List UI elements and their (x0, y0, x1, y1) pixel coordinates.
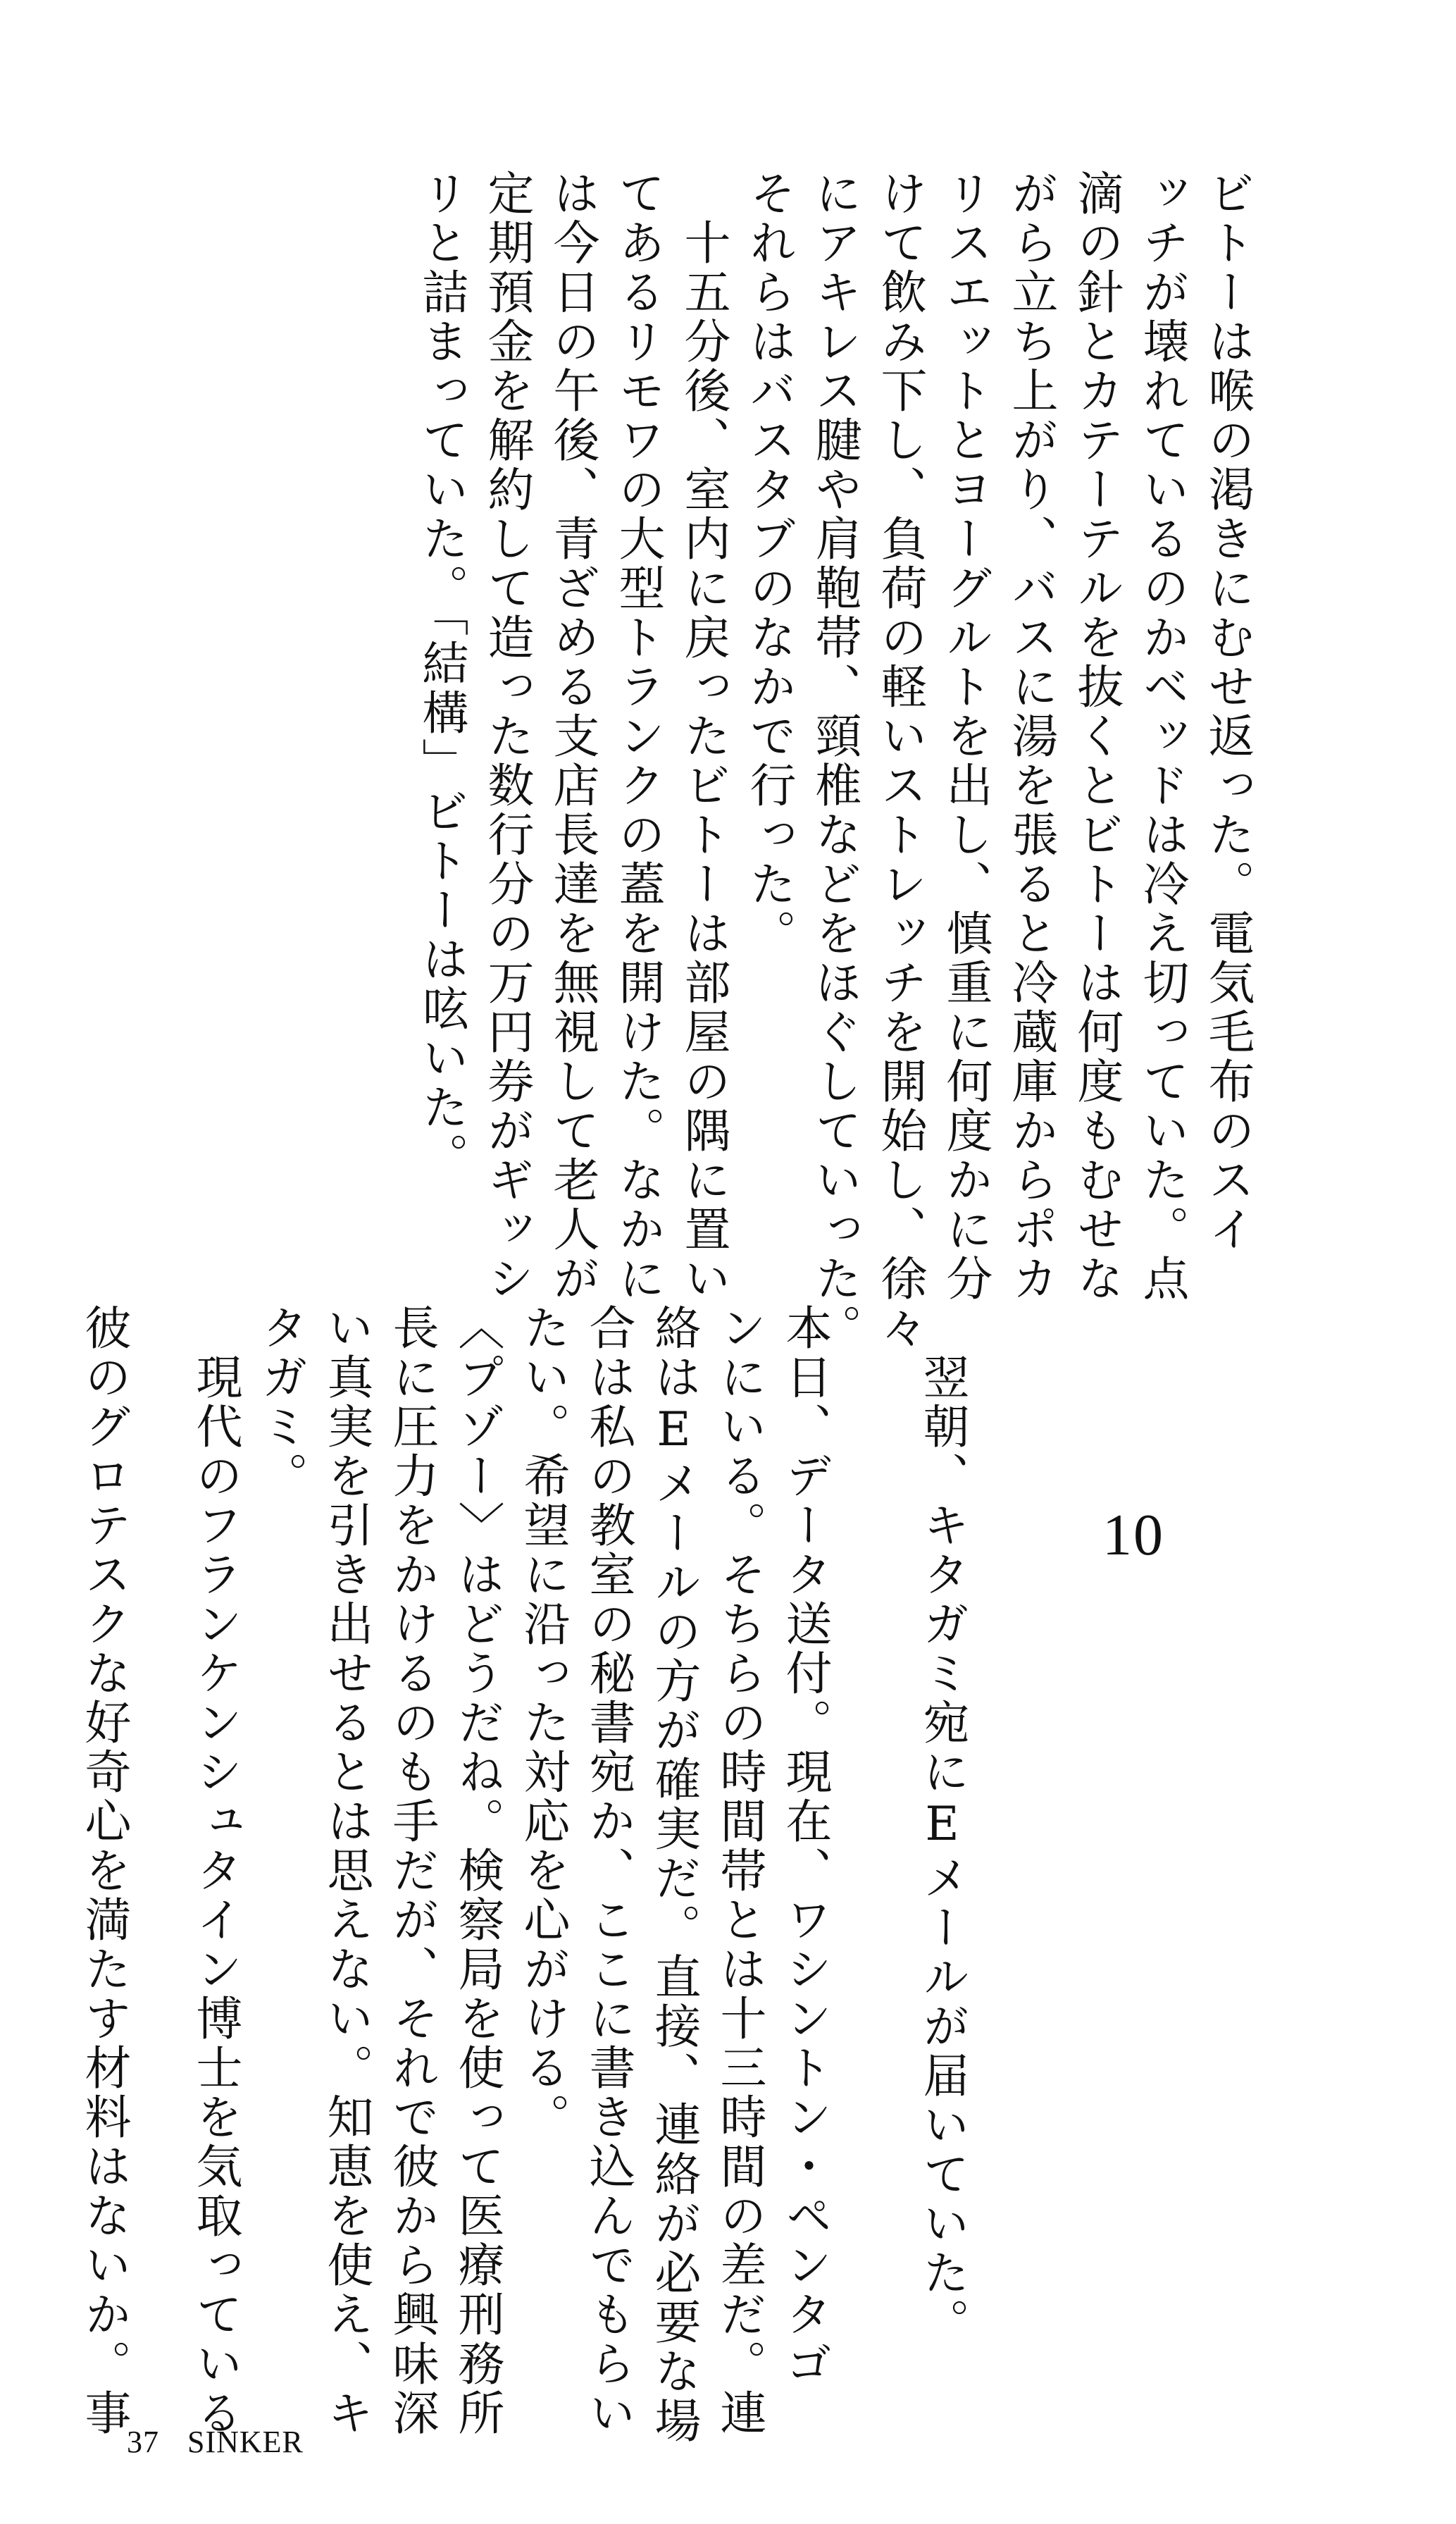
text-column: てあるリモワの大型トランクの蓋を開けた。なかに (611, 169, 665, 1304)
text-column: それらはバスタブのなかで行った。 (742, 169, 796, 958)
running-title: SINKER (187, 2425, 304, 2459)
text-column: がら立ち上がり、バスに湯を張ると冷蔵庫からポカ (1004, 169, 1058, 1304)
text-column: ンにいる。そちらの時間帯とは十三時間の差だ。連 (712, 1304, 766, 2438)
text-column: 絡はEメールの方が確実だ。直接、連絡が必要な場 (647, 1304, 701, 2446)
chapter-number: 10 (1102, 1502, 1164, 1568)
text-column: ッチが壊れているのかベッドは冷え切っていた。点 (1135, 169, 1189, 1304)
text-column: 本日、データ送付。現在、ワシントン・ペンタゴ (778, 1304, 832, 2389)
text-column: リと詰まっていた。「結構」ビトーは呟いた。 (414, 169, 468, 1182)
text-column: 定期預金を解約して造った数行分の万円券がギッシ (480, 169, 534, 1304)
text-column: 滴の針とカテーテルを抜くとビトーは何度もむせな (1069, 169, 1124, 1304)
text-column: けて飲み下し、負荷の軽いストレッチを開始し、徐々 (873, 169, 927, 1353)
text-column: 〈プゾー〉はどうだね。検察局を使って医療刑務所 (450, 1304, 504, 2438)
page-footer (127, 2424, 304, 2460)
text-column: は今日の午後、青ざめる支店長達を無視して老人が (545, 169, 599, 1304)
text-column: リスエットとヨーグルトを出し、慎重に何度かに分 (938, 169, 993, 1304)
text-column: 合は私の教室の秘書宛か、ここに書き込んでもらい (581, 1304, 635, 2438)
text-column: 十五分後、室内に戻ったビトーは部屋の隅に置い (676, 169, 730, 1304)
text-column: ビトーは喉の渇きにむせ返った。電気毛布のスイ (1200, 169, 1255, 1254)
text-column: 翌朝、キタガミ宛にEメールが届いていた。 (915, 1304, 969, 2347)
page-number: 37 (127, 2425, 159, 2459)
text-column: 彼のグロテスクな好奇心を満たす材料はないか。事 (77, 1304, 131, 2438)
text-column: 現代のフランケンシュタイン博士を気取っている (188, 1304, 242, 2438)
text-column: タガミ。 (254, 1304, 308, 1501)
text-column: 長に圧力をかけるのも手だが、それで彼から興味深 (385, 1304, 439, 2438)
text-column: にアキレス腱や肩鞄帯、頸椎などをほぐしていった。 (807, 169, 861, 1353)
text-column: たい。希望に沿った対応を心がける。 (516, 1304, 570, 2142)
text-column: い真実を引き出せるとは思えない。知恵を使え、キ (319, 1304, 373, 2438)
